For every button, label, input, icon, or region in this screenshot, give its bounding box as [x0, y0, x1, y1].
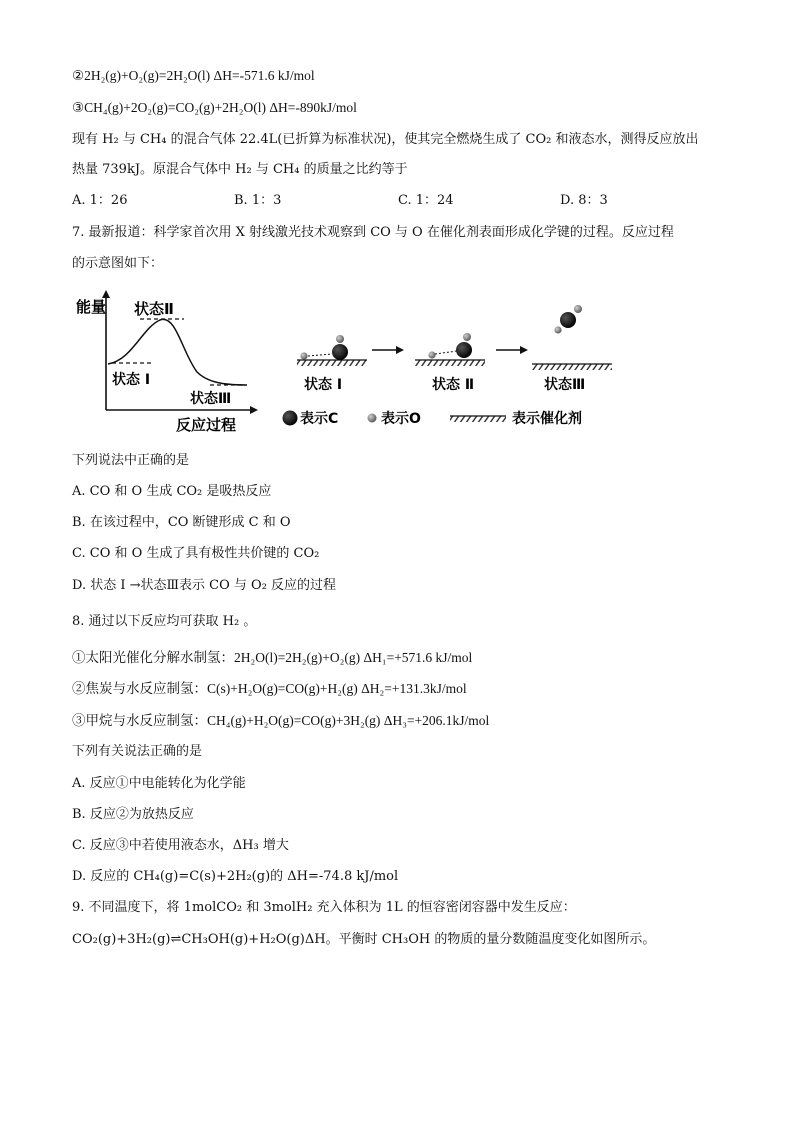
q8-option-c: C. 反应③中若使用液态水，ΔH₃ 增大	[72, 838, 289, 853]
q7-prompt: 下列说法中正确的是	[72, 453, 190, 468]
panel-state1-label: 状态 Ⅰ	[304, 377, 343, 393]
legend-carbon-icon	[283, 411, 298, 426]
legend-catalyst-icon	[450, 416, 506, 422]
legend-carbon-label: 表示C	[300, 411, 339, 427]
q8-reaction-2: ②焦炭与水反应制氢：C(s)+H₂O(g)=CO(g)+H₂(g) ΔH₂=+131.3kJ/mol	[72, 681, 467, 696]
oxygen-atom	[300, 352, 307, 359]
y-axis-arrow	[102, 290, 110, 298]
oxygen-atom	[554, 326, 561, 333]
q6-stem-line-1: 现有 H₂ 与 CH₄ 的混合气体 22.4L(已折算为标准状况)，使其完全燃烧生成了 CO₂ 和液态水，测得反应放出	[72, 132, 699, 147]
q8-stem: 8. 通过以下反应均可获取 H₂ 。	[72, 614, 257, 629]
arrow-2	[496, 346, 528, 354]
q7-stem-line-2: 的示意图如下：	[72, 256, 164, 271]
panel-state3-label: 状态Ⅲ	[544, 377, 586, 393]
x-axis-label: 反应过程	[176, 416, 237, 434]
q6-equation-3: ③CH₄(g)+2O₂(g)=CO₂(g)+2H₂O(l) ΔH=-890kJ/mol	[72, 100, 357, 115]
q6-option-d: D. 8：3	[560, 193, 608, 208]
q8-reaction-1: ①太阳光催化分解水制氢：2H₂O(l)=2H₂(g)+O₂(g) ΔH₁=+571.6 kJ/mol	[72, 650, 473, 665]
q6-option-c: C. 1：24	[398, 193, 454, 208]
q8-reaction-3: ③甲烷与水反应制氢：CH₄(g)+H₂O(g)=CO(g)+3H₂(g) ΔH₃=+206.1kJ/mol	[72, 713, 490, 728]
q7-option-c: C. CO 和 O 生成了具有极性共价键的 CO₂	[72, 546, 320, 561]
carbon-atom	[560, 312, 576, 328]
q9-stem-line-1: 9. 不同温度下，将 1molCO₂ 和 3molH₂ 充入体积为 1L 的恒容密闭容器中发生反应：	[72, 900, 576, 915]
figure-legend	[283, 410, 583, 427]
q8-prompt: 下列有关说法正确的是	[72, 744, 203, 759]
q7-stem-line-1: 7. 最新报道：科学家首次用 X 射线激光技术观察到 CO 与 O 在催化剂表面形成化学键的过程。反应过程	[72, 225, 674, 240]
carbon-atom	[456, 342, 472, 358]
energy-diagram	[76, 290, 258, 434]
q7-option-b: B. 在该过程中，CO 断键形成 C 和 O	[72, 515, 291, 530]
oxygen-atom	[428, 351, 435, 358]
state3-label: 状态Ⅲ	[190, 391, 232, 407]
q7-option-d: D. 状态 Ⅰ →状态Ⅲ表示 CO 与 O₂ 反应的过程	[72, 578, 337, 593]
state-panel-2	[415, 333, 485, 393]
q7-option-a: A. CO 和 O 生成 CO₂ 是吸热反应	[72, 484, 272, 499]
panel-state2-label: 状态 Ⅱ	[432, 377, 475, 393]
q8-option-d: D. 反应的 CH₄(g)=C(s)+2H₂(g)的 ΔH=-74.8 kJ/mol	[72, 869, 399, 884]
state-panel-1	[297, 335, 367, 393]
oxygen-atom	[463, 333, 471, 341]
q8-option-b: B. 反应②为放热反应	[72, 807, 194, 822]
legend-oxygen-label: 表示O	[381, 411, 421, 427]
q6-option-a: A. 1：26	[72, 193, 128, 208]
carbon-atom	[332, 344, 348, 360]
state2-label: 状态Ⅱ	[134, 300, 174, 318]
q9-stem-line-2: CO₂(g)+3H₂(g)⇌CH₃OH(g)+H₂O(g)ΔH。平衡时 CH₃OH 的物质的量分数随温度变化如图所示。	[72, 932, 656, 947]
x-axis-arrow	[250, 406, 258, 414]
q6-stem-line-2: 热量 739kJ。原混合气体中 H₂ 与 CH₄ 的质量之比约等于	[72, 162, 408, 177]
q8-option-a: A. 反应①中电能转化为化学能	[72, 776, 246, 791]
q6-option-b: B. 1：3	[234, 193, 282, 208]
y-axis-label-1: 能量	[76, 298, 107, 316]
q6-equation-2: ②2H₂(g)+O₂(g)=2H₂O(l) ΔH=-571.6 kJ/mol	[72, 68, 315, 83]
oxygen-atom	[574, 305, 582, 313]
reaction-process-figure	[72, 290, 632, 440]
arrow-1	[372, 346, 404, 354]
oxygen-atom	[336, 335, 344, 343]
legend-catalyst-label: 表示催化剂	[512, 411, 582, 427]
legend-oxygen-icon	[368, 414, 377, 423]
state1-label: 状态 Ⅰ	[112, 372, 151, 388]
state-panel-3	[532, 305, 612, 393]
